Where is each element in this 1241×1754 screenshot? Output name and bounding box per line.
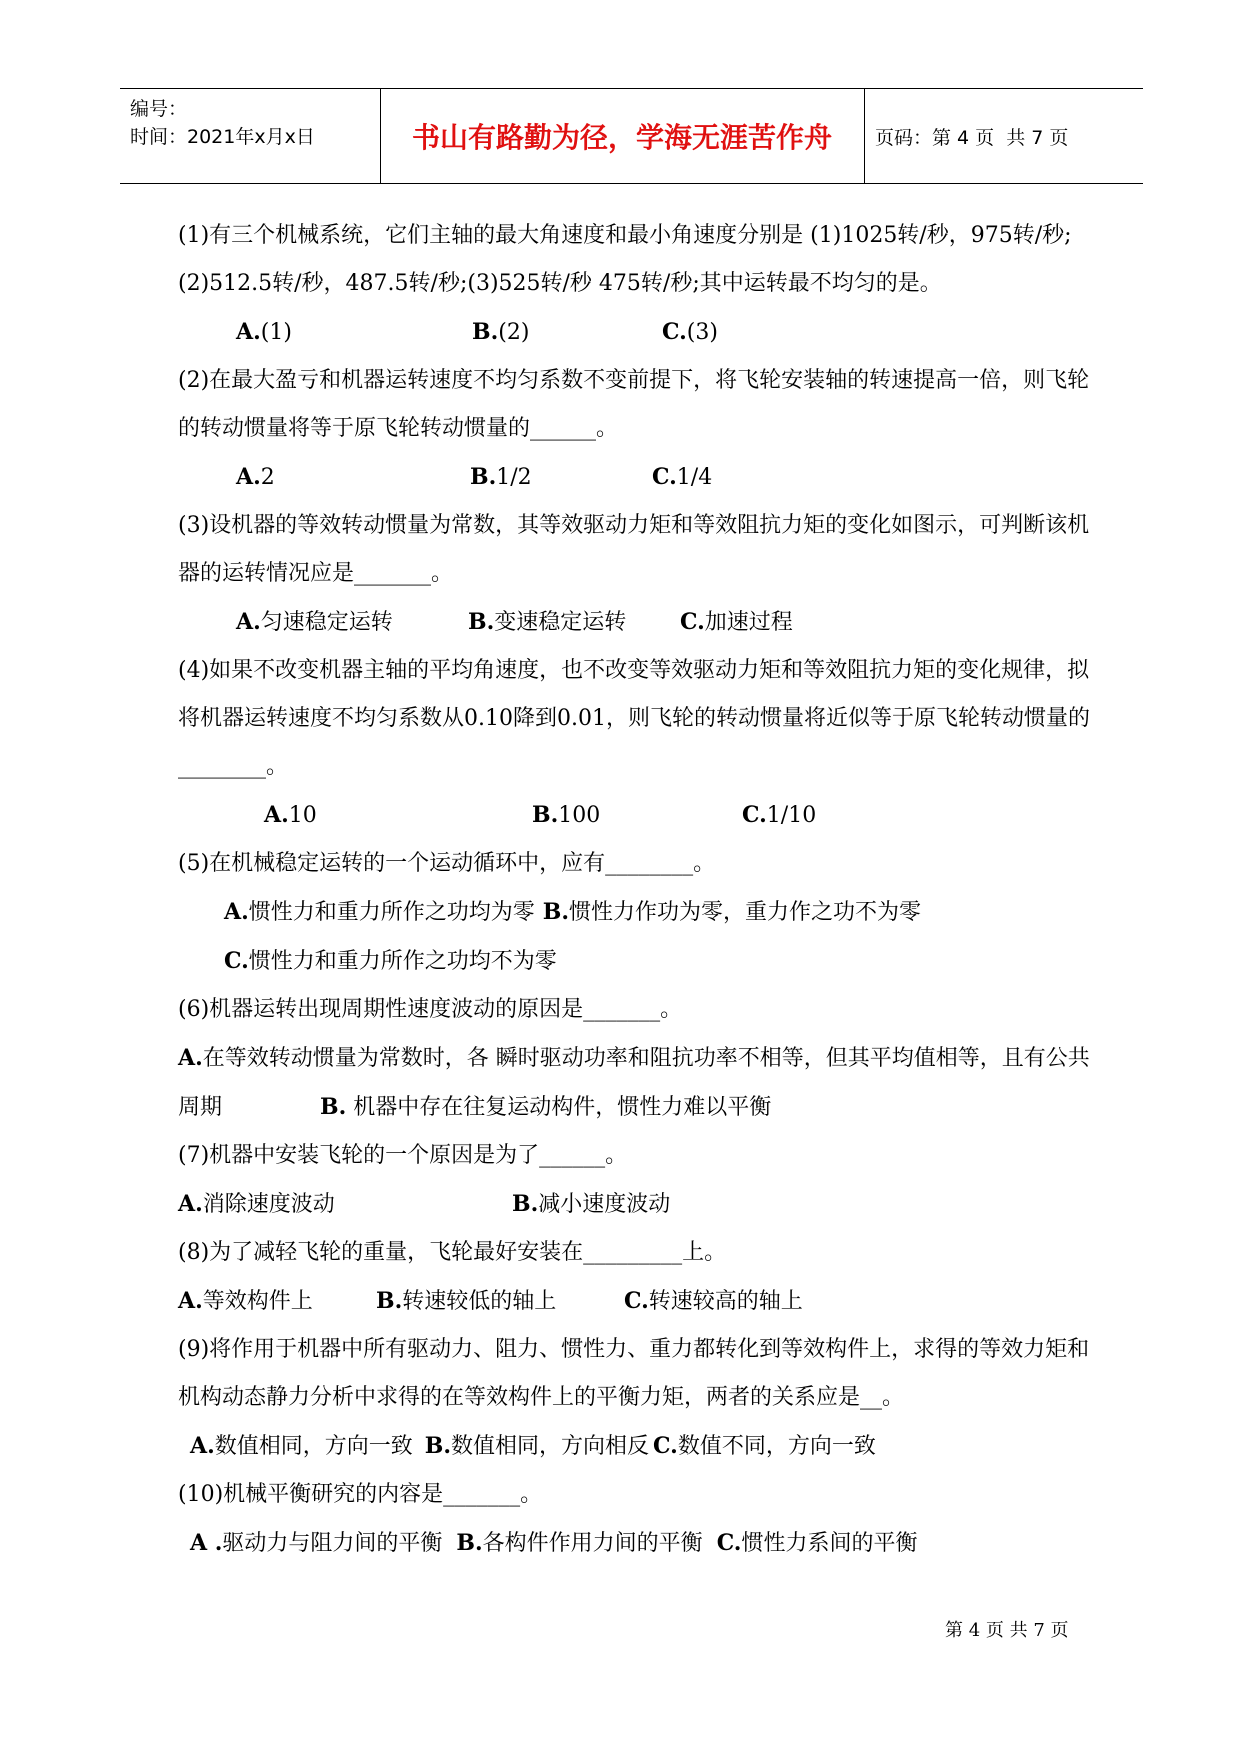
page-info-text: 页码：第 4 页 共 7 页 [875, 126, 1069, 149]
header-motto: 书山有路勤为径，学海无涯苦作舟 [411, 121, 832, 154]
option-b: B.100 [532, 802, 601, 828]
question-6: (6)机器运转出现周期性速度波动的原因是_______。 [178, 997, 683, 1022]
option-c: C.1/10 [742, 802, 817, 828]
question-list [178, 212, 1098, 1568]
option-a: A.数值相同，方向一致 [190, 1433, 413, 1459]
option-c: C.数值不同，方向一致 [653, 1433, 876, 1459]
question-7: (7)机器中安装飞轮的一个原因是为了______。 [178, 1143, 628, 1168]
question-2: (2)在最大盈亏和机器运转速度不均匀系数不变前提下，将飞轮安装轴的转速提高一倍，则飞轮的转动惯量将等于原飞轮转动惯量的______。 [178, 368, 1090, 441]
question-6-options [178, 1034, 1098, 1132]
question-1-options [178, 308, 1098, 357]
header-meta [130, 95, 315, 151]
option-a-text: 在等效转动惯量为常数时，各 瞬时驱动功率和阻抗功率不相等，但其平均值相等，且有公共周期 [178, 1046, 1090, 1120]
option-b: B.惯性力作功为零，重力作之功不为零 [542, 899, 922, 925]
option-b-letter: B. [320, 1094, 347, 1120]
header-page-info [875, 89, 1068, 183]
option-a: A.匀速稳定运转 [236, 609, 393, 635]
option-b: B.转速较低的轴上 [376, 1288, 557, 1314]
question-4-options [178, 791, 1098, 840]
question-5-options-line-1 [178, 888, 1098, 937]
question-3: (3)设机器的等效转动惯量为常数，其等效驱动力矩和等效阻抗力矩的变化如图示，可判断该机器的运转情况应是_______。 [178, 513, 1090, 586]
doc-time: 时间：2021年x月x日 [130, 126, 315, 148]
question-7-options [178, 1180, 1098, 1229]
option-b: B.变速稳定运转 [468, 609, 627, 635]
option-a: A.2 [236, 464, 275, 490]
option-a: A.等效构件上 [178, 1288, 313, 1314]
question-4: (4)如果不改变机器主轴的平均角速度，也不改变等效驱动力矩和等效阻抗力矩的变化规律，拟将机器运转速度不均匀系数从0.10降到0.01，则飞轮的转动惯量将近似等于原飞轮转动惯量的________。 [178, 658, 1090, 779]
option-a: A.消除速度波动 [178, 1191, 335, 1217]
question-8-options [178, 1277, 1098, 1326]
option-b: B.1/2 [470, 464, 532, 490]
option-c: C.惯性力系间的平衡 [716, 1530, 918, 1556]
page-footer: 第 4 页 共 7 页 [945, 1620, 1069, 1641]
option-a: A.(1) [236, 319, 292, 345]
option-c: C.(3) [662, 319, 718, 345]
page-header [120, 88, 1143, 184]
question-9-options [178, 1422, 1098, 1471]
option-c: C.加速过程 [680, 609, 793, 635]
question-5-options-line-2 [178, 937, 1098, 986]
option-b-text: 机器中存在往复运动构件，惯性力难以平衡 [346, 1095, 772, 1120]
question-2-options [178, 453, 1098, 502]
option-a: A.10 [264, 802, 317, 828]
header-divider [864, 89, 865, 183]
option-b: B.各构件作用力间的平衡 [456, 1530, 703, 1556]
doc-number-label: 编号： [130, 98, 188, 120]
option-b: B.减小速度波动 [512, 1191, 671, 1217]
question-9: (9)将作用于机器中所有驱动力、阻力、惯性力、重力都转化到等效构件上，求得的等效力矩和机构动态静力分析中求得的在等效构件上的平衡力矩，两者的关系应是__。 [178, 1337, 1090, 1410]
option-c: C.转速较高的轴上 [624, 1288, 803, 1314]
question-5: (5)在机械稳定运转的一个运动循环中，应有________。 [178, 851, 716, 876]
option-b: B.数值相同，方向相反 [424, 1433, 650, 1459]
question-10: (10)机械平衡研究的内容是_______。 [178, 1482, 543, 1507]
option-a: A.惯性力和重力所作之功均为零 [224, 899, 535, 925]
option-c: C.惯性力和重力所作之功均不为零 [224, 948, 557, 974]
option-c: C.1/4 [652, 464, 713, 490]
option-b: B.(2) [472, 319, 530, 345]
question-1: (1)有三个机械系统，它们主轴的最大角速度和最小角速度分别是 (1)1025转/秒，975转/秒;(2)512.5转/秒，487.5转/秒;(3)525转/秒 475转/秒;其中运转最不均匀的是。 [178, 223, 1072, 296]
question-3-options [178, 598, 1098, 647]
question-8: (8)为了减轻飞轮的重量，飞轮最好安装在_________上。 [178, 1240, 727, 1265]
option-a: A .驱动力与阻力间的平衡 [190, 1530, 443, 1556]
option-a-letter: A. [178, 1045, 203, 1071]
question-10-options [178, 1519, 1098, 1568]
